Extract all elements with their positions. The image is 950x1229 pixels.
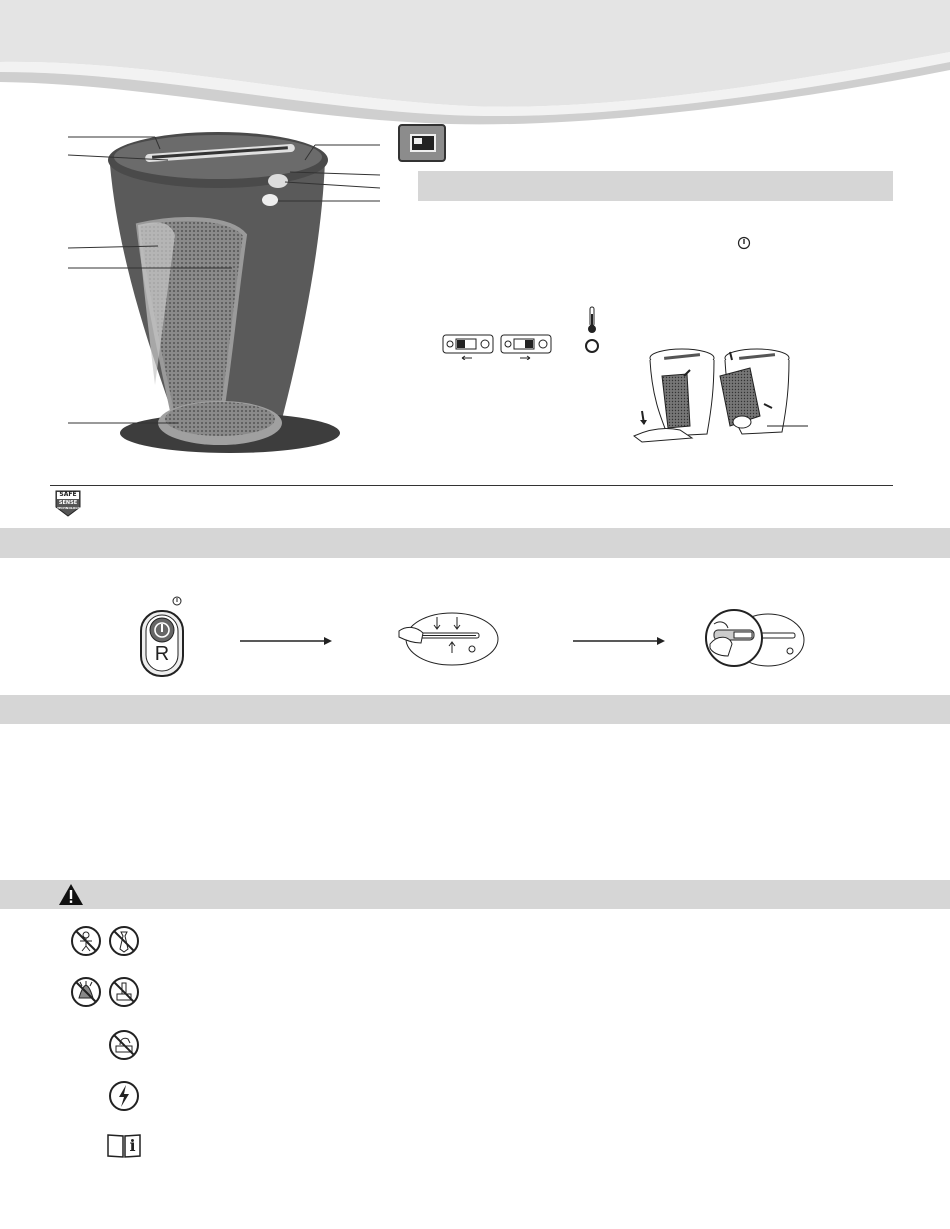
warning-triangle-icon (58, 883, 84, 906)
step-arrow-1 (240, 636, 332, 646)
no-aerosols-icon (108, 976, 140, 1008)
header-wave-banner (0, 0, 950, 130)
paper-jam-release-icon (397, 609, 499, 669)
read-manual-icon (107, 1133, 141, 1159)
reverse-switch-letter: R (154, 643, 170, 665)
no-loose-clothing-icon (70, 976, 102, 1008)
small-power-symbol-icon (172, 596, 182, 606)
badge-line-2: SENSE (58, 500, 78, 506)
section-header-reverse (0, 528, 950, 558)
electric-shock-icon (108, 1080, 140, 1112)
safe-sense-badge (54, 489, 82, 517)
no-children-icon (70, 925, 102, 957)
switch-position-forward-icon (500, 334, 552, 360)
circle-indicator-icon (584, 338, 600, 354)
no-hands-icon (108, 1029, 140, 1061)
bin-removal-illustration (632, 346, 812, 450)
thermometer-icon (585, 306, 599, 334)
clear-slot-icon (704, 606, 806, 674)
section-header-safety (0, 880, 950, 909)
shredder-illustration (60, 125, 390, 465)
section-divider (50, 485, 893, 486)
control-panel-icon (398, 124, 446, 162)
power-symbol-icon (737, 236, 751, 250)
manual-info-glyph: i (129, 1136, 136, 1155)
no-neckties-icon (108, 925, 140, 957)
section-header-maintenance (0, 695, 950, 724)
step-arrow-2 (573, 636, 665, 646)
features-subheader-bar (418, 171, 893, 201)
power-reverse-switch-icon (139, 609, 185, 678)
switch-position-reverse-icon (442, 334, 494, 360)
badge-line-3: TECHNOLOGY (57, 506, 80, 510)
badge-line-1: SAFE (59, 491, 77, 498)
